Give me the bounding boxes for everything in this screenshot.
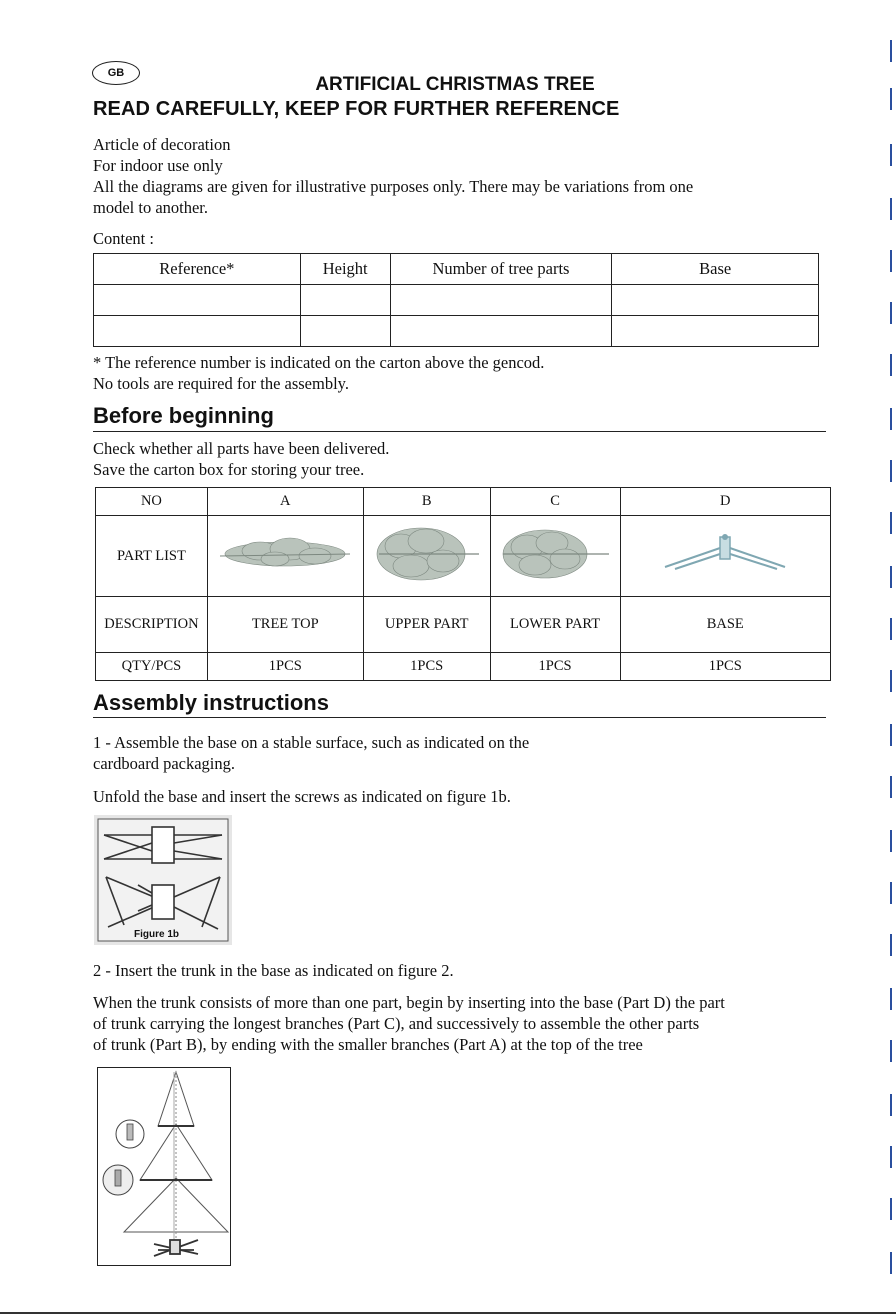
intro-line-1: Article of decoration xyxy=(93,135,231,154)
step2-paragraph-1: When the trunk consists of more than one part, begin by inserting into the base (Part D) the part xyxy=(93,993,725,1012)
table-header: Base xyxy=(612,254,819,285)
edge-mark xyxy=(890,618,892,640)
edge-mark xyxy=(890,88,892,110)
table-row xyxy=(96,653,831,681)
edge-mark xyxy=(890,1252,892,1274)
edge-mark xyxy=(890,882,892,904)
figure-1b xyxy=(94,815,232,945)
edge-mark xyxy=(890,1146,892,1168)
tree-assembly-figure xyxy=(98,1068,230,1265)
parts-table xyxy=(95,487,831,681)
document-subtitle: READ CAREFULLY, KEEP FOR FURTHER REFERENCE xyxy=(93,98,620,120)
edge-mark xyxy=(890,566,892,588)
edge-mark xyxy=(890,40,892,62)
edge-mark xyxy=(890,776,892,798)
edge-mark xyxy=(890,408,892,430)
table-cell: C xyxy=(490,488,620,516)
edge-mark xyxy=(890,830,892,852)
base-assembly-figure xyxy=(94,815,232,945)
edge-mark xyxy=(890,512,892,534)
table-cell: 1PCS xyxy=(207,653,363,681)
edge-mark xyxy=(890,934,892,956)
table-row xyxy=(94,316,819,347)
step1-line-2: cardboard packaging. xyxy=(93,754,236,773)
section-heading-before: Before beginning xyxy=(93,403,274,428)
section-divider xyxy=(93,431,826,432)
document-title: ARTIFICIAL CHRISTMAS TREE xyxy=(315,74,595,95)
step2-paragraph-2: of trunk carrying the longest branches (Part C), and successively to assemble the other parts xyxy=(93,1014,700,1033)
section-heading-assembly: Assembly instructions xyxy=(93,690,329,715)
upper-part-icon xyxy=(371,521,483,587)
table-cell: PART LIST xyxy=(96,516,208,597)
edge-mark xyxy=(890,250,892,272)
figure-1b-label: Figure 1b xyxy=(134,929,180,940)
edge-mark xyxy=(890,1198,892,1220)
before-line-1: Check whether all parts have been delivered. xyxy=(93,439,390,458)
note-line-1: * The reference number is indicated on the carton above the gencod. xyxy=(93,353,545,372)
table-cell: DESCRIPTION xyxy=(96,597,208,653)
edge-mark xyxy=(890,460,892,482)
table-header: Height xyxy=(300,254,390,285)
step1-line-1: 1 - Assemble the base on a stable surface, such as indicated on the xyxy=(93,733,530,752)
table-cell: QTY/PCS xyxy=(96,653,208,681)
step1-line-3: Unfold the base and insert the screws as indicated on figure 1b. xyxy=(93,787,511,806)
section-divider xyxy=(93,717,826,718)
content-table xyxy=(93,253,819,347)
edge-mark xyxy=(890,670,892,692)
step2-paragraph-3: of trunk (Part B), by ending with the smaller branches (Part A) at the top of the tree xyxy=(93,1035,643,1054)
lower-part-icon xyxy=(497,523,613,585)
figure-2 xyxy=(97,1067,231,1266)
edge-mark xyxy=(890,724,892,746)
table-cell: 1PCS xyxy=(490,653,620,681)
table-cell: NO xyxy=(96,488,208,516)
table-row xyxy=(96,516,831,597)
content-label: Content : xyxy=(93,229,154,248)
step2-line: 2 - Insert the trunk in the base as indicated on figure 2. xyxy=(93,961,454,980)
tree-top-cell xyxy=(207,516,363,597)
table-cell: A xyxy=(207,488,363,516)
edge-mark xyxy=(890,198,892,220)
edge-mark xyxy=(890,1094,892,1116)
upper-part-cell xyxy=(363,516,490,597)
table-cell: 1PCS xyxy=(363,653,490,681)
edge-mark xyxy=(890,1040,892,1062)
edge-mark xyxy=(890,302,892,324)
table-cell: TREE TOP xyxy=(207,597,363,653)
page-bottom-border xyxy=(0,1312,896,1314)
intro-line-4: model to another. xyxy=(93,198,209,217)
table-row xyxy=(94,254,819,285)
table-cell: 1PCS xyxy=(620,653,830,681)
edge-mark xyxy=(890,988,892,1010)
table-row xyxy=(96,597,831,653)
language-badge: GB xyxy=(92,61,140,85)
table-cell: BASE xyxy=(620,597,830,653)
intro-line-2: For indoor use only xyxy=(93,156,223,175)
table-row xyxy=(94,285,819,316)
base-cell xyxy=(620,516,830,597)
edge-mark xyxy=(890,354,892,376)
table-header: Number of tree parts xyxy=(390,254,612,285)
table-header: Reference* xyxy=(94,254,301,285)
intro-line-3: All the diagrams are given for illustrative purposes only. There may be variations from one xyxy=(93,177,694,196)
table-row xyxy=(96,488,831,516)
table-cell: D xyxy=(620,488,830,516)
before-line-2: Save the carton box for storing your tree. xyxy=(93,460,365,479)
tree-top-icon xyxy=(215,529,355,579)
note-line-2: No tools are required for the assembly. xyxy=(93,374,349,393)
table-cell: B xyxy=(363,488,490,516)
lower-part-cell xyxy=(490,516,620,597)
table-cell: LOWER PART xyxy=(490,597,620,653)
table-cell: UPPER PART xyxy=(363,597,490,653)
edge-mark xyxy=(890,144,892,166)
base-icon xyxy=(655,529,795,579)
